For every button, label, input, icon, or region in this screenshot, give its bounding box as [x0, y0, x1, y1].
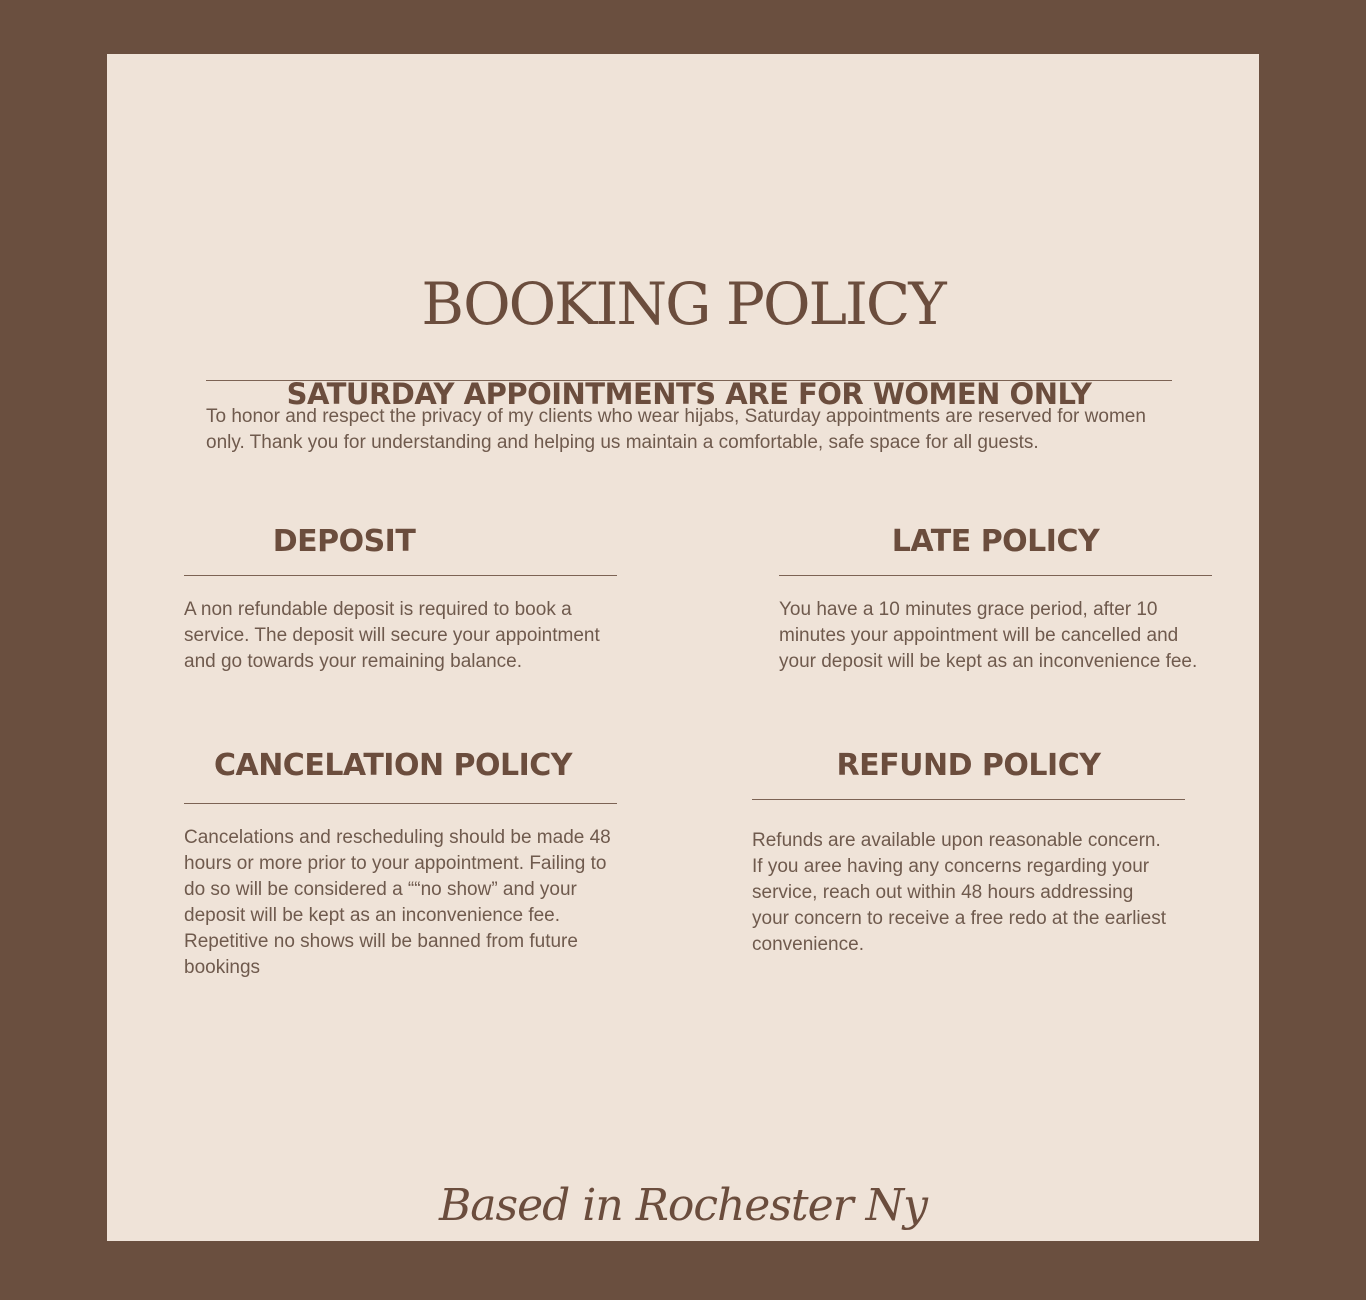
- late-policy-heading: LATE POLICY: [891, 524, 1100, 559]
- deposit-heading: DEPOSIT: [272, 524, 416, 559]
- page-title: BOOKING POLICY: [421, 270, 945, 338]
- deposit-text: A non refundable deposit is required to book a service. The deposit will secure your appointment and go towards your remaining balance.: [184, 599, 600, 672]
- deposit-divider: [184, 575, 617, 576]
- saturday-divider: [206, 380, 1172, 381]
- cancelation-policy-heading: CANCELATION POLICY: [213, 748, 573, 783]
- refund-policy-heading: REFUND POLICY: [836, 748, 1101, 783]
- late-policy-text: You have a 10 minutes grace period, after 10 minutes your appointment will be cancelled and your deposit will be kept as an inconvenience fee.: [779, 599, 1198, 672]
- saturday-heading: SATURDAY APPOINTMENTS ARE FOR WOMEN ONLY: [286, 377, 1092, 411]
- saturday-text: To honor and respect the privacy of my clients who wear hijabs, Saturday appointments are reserved for women only. Thank you for understanding and helping us maintain a comfortable, safe space for all guests.: [206, 406, 1146, 453]
- location-signature: Based in Rochester Ny: [438, 1180, 928, 1231]
- policy-card: [107, 54, 1259, 1241]
- cancelation-policy-divider: [184, 803, 617, 804]
- refund-policy-divider: [752, 799, 1185, 800]
- refund-policy-text: Refunds are available upon reasonable concern. If you aree having any concerns regarding your service, reach out within 48 hours addressing your concern to receive a free redo at the earliest convenience.: [752, 830, 1167, 955]
- cancelation-policy-text: Cancelations and rescheduling should be made 48 hours or more prior to your appointment. Failing to do so will be considered a ““no show” and your deposit will be kept as an inconvenience fee. Repetitive no shows will be banned from future bookings: [184, 827, 611, 978]
- late-policy-divider: [779, 575, 1212, 576]
